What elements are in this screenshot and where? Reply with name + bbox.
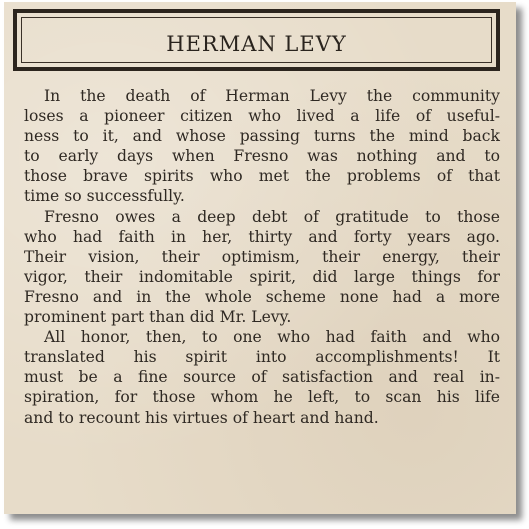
title-box xyxy=(13,9,500,71)
text-line: Their vision, their optimism, their energy, their xyxy=(24,247,500,266)
text-line: must be a fine source of satisfaction and real in- xyxy=(24,368,500,387)
text-line: those brave spirits who met the problems of that xyxy=(24,167,500,186)
article-title: HERMAN LEVY xyxy=(166,32,347,56)
text-line: loses a pioneer citizen who lived a life of useful- xyxy=(24,107,500,126)
text-line: prominent part than did Mr. Levy. xyxy=(24,308,292,327)
article-body xyxy=(24,86,500,428)
newspaper-clipping xyxy=(4,2,516,514)
paragraph-2 xyxy=(24,207,500,328)
text-line: Fresno and in the whole scheme none had a more xyxy=(24,287,500,306)
text-line: In the death of Herman Levy the community xyxy=(44,87,500,105)
text-line: who had faith in her, thirty and forty years ago. xyxy=(24,227,500,246)
text-line: time so successfully. xyxy=(24,187,185,206)
text-line: to early days when Fresno was nothing and to xyxy=(24,147,500,166)
paragraph-1 xyxy=(24,86,500,207)
text-line: ness to it, and whose passing turns the mind back xyxy=(24,127,500,146)
text-line: Fresno owes a deep debt of gratitude to those xyxy=(44,207,500,226)
text-line: All honor, then, to one who had faith and who xyxy=(44,328,500,347)
text-line: spiration, for those whom he left, to scan his life xyxy=(24,388,500,407)
text-line: vigor, their indomitable spirit, did large things for xyxy=(24,267,500,286)
text-line: and to recount his virtues of heart and hand. xyxy=(24,408,379,427)
paragraph-3 xyxy=(24,327,500,427)
text-line: translated his spirit into accomplishments! It xyxy=(24,348,500,367)
